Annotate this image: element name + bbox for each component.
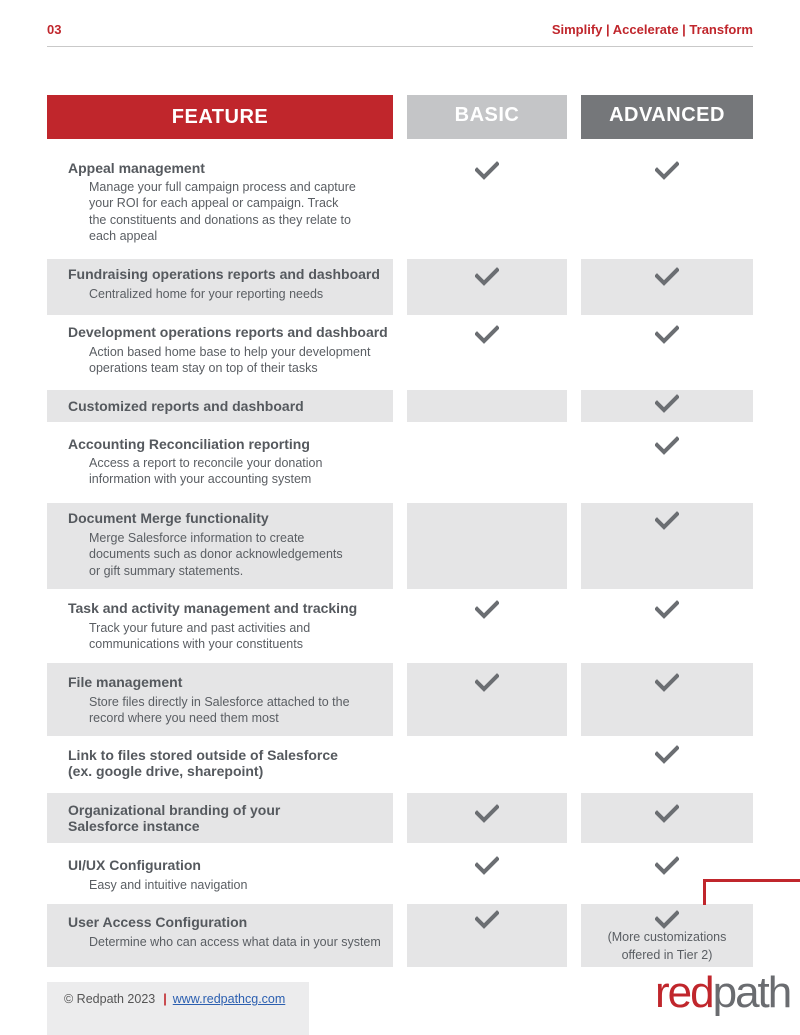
feature-title: User Access Configuration	[68, 914, 248, 930]
checkmark-icon	[475, 267, 499, 287]
description-line: or gift summary statements.	[89, 563, 244, 578]
checkmark-icon	[655, 436, 679, 456]
basic-cell	[407, 663, 567, 736]
feature-cell	[47, 593, 393, 655]
page-number: 03	[47, 22, 62, 37]
advanced-cell	[581, 793, 753, 843]
advanced-cell	[581, 503, 753, 589]
feature-title: Link to files stored outside of Salesforce	[68, 747, 338, 763]
feature-title-line2: Salesforce instance	[68, 818, 200, 834]
feature-cell	[47, 503, 393, 589]
basic-cell	[407, 904, 567, 967]
checkmark-icon	[655, 267, 679, 287]
header-divider	[47, 46, 753, 47]
table-row	[47, 904, 753, 967]
feature-description	[89, 455, 322, 488]
checkmark-icon	[655, 600, 679, 620]
advanced-cell	[581, 850, 753, 900]
basic-cell	[407, 317, 567, 383]
table-row	[47, 593, 753, 655]
feature-description	[89, 344, 370, 377]
description-line: Determine who can access what data in your system	[89, 935, 381, 949]
feature-title: Customized reports and dashboard	[68, 398, 304, 414]
advanced-cell	[581, 593, 753, 655]
feature-title: Fundraising operations reports and dashboard	[68, 266, 380, 282]
feature-description	[89, 877, 247, 893]
checkmark-icon	[475, 804, 499, 824]
feature-cell	[47, 428, 393, 490]
feature-title: UI/UX Configuration	[68, 857, 201, 873]
redpath-logo	[655, 968, 790, 1018]
feature-cell	[47, 904, 393, 967]
advanced-cell	[581, 390, 753, 422]
advanced-cell	[581, 663, 753, 736]
description-line: your ROI for each appeal or campaign. Track	[89, 196, 339, 211]
description-line: information with your accounting system	[89, 472, 312, 487]
basic-cell	[407, 259, 567, 315]
table-row	[47, 390, 753, 422]
feature-title: Document Merge functionality	[68, 510, 269, 526]
feature-cell	[47, 850, 393, 900]
copyright: © Redpath 2023	[64, 992, 156, 1006]
basic-cell	[407, 850, 567, 900]
advanced-column-header: ADVANCED	[581, 95, 753, 139]
feature-cell	[47, 390, 393, 422]
checkmark-icon	[475, 673, 499, 693]
feature-title: File management	[68, 674, 183, 690]
checkmark-icon	[655, 804, 679, 824]
basic-cell	[407, 793, 567, 843]
checkmark-icon	[475, 600, 499, 620]
checkmark-icon	[655, 910, 679, 930]
feature-title-line2: (ex. google drive, sharepoint)	[68, 763, 264, 779]
advanced-cell	[581, 428, 753, 490]
basic-cell	[407, 740, 567, 785]
description-line: Store files directly in Salesforce attached to the	[89, 695, 350, 709]
basic-cell	[407, 593, 567, 655]
footer-box	[47, 982, 309, 1035]
feature-description	[89, 530, 343, 579]
checkmark-icon	[655, 325, 679, 345]
advanced-cell	[581, 317, 753, 383]
table-row	[47, 147, 753, 243]
basic-cell	[407, 390, 567, 422]
feature-description	[89, 286, 323, 302]
table-row	[47, 428, 753, 490]
checkmark-icon	[475, 325, 499, 345]
feature-cell	[47, 663, 393, 736]
table-row	[47, 317, 753, 383]
logo-part-red: red	[655, 968, 713, 1017]
tagline: Simplify | Accelerate | Transform	[551, 22, 753, 37]
description-line: Centralized home for your reporting needs	[89, 287, 324, 301]
advanced-cell	[581, 259, 753, 315]
description-line: documents such as donor acknowledgements	[89, 547, 343, 562]
description-line: operations team stay on top of their tasks	[89, 361, 318, 376]
advanced-cell	[581, 904, 753, 967]
checkmark-icon	[655, 673, 679, 693]
table-row	[47, 663, 753, 736]
feature-cell	[47, 793, 393, 843]
feature-title: Development operations reports and dashboard	[68, 324, 388, 340]
description-line: communications with your constituents	[89, 637, 303, 652]
feature-title: Appeal management	[68, 160, 205, 176]
description-line: record where you need them most	[89, 711, 279, 726]
footer-separator: |	[163, 992, 167, 1006]
feature-cell	[47, 740, 393, 785]
accent-corner-horizontal	[703, 879, 800, 882]
description-line: Track your future and past activities and	[89, 621, 311, 635]
feature-description	[89, 620, 310, 653]
basic-column-header: BASIC	[407, 95, 567, 139]
description-line: Easy and intuitive navigation	[89, 878, 248, 892]
feature-cell	[47, 317, 393, 383]
feature-description	[89, 694, 350, 727]
description-line: Merge Salesforce information to create	[89, 531, 305, 545]
table-row	[47, 503, 753, 589]
feature-column-header: FEATURE	[47, 95, 393, 139]
website-link[interactable]: www.redpathcg.com	[172, 992, 286, 1006]
checkmark-icon	[655, 745, 679, 765]
checkmark-icon	[655, 394, 679, 414]
advanced-note-line: (More customizations	[607, 930, 727, 944]
table-row	[47, 793, 753, 843]
description-line: Action based home base to help your development	[89, 345, 371, 359]
checkmark-icon	[475, 910, 499, 930]
advanced-note	[581, 928, 753, 964]
feature-description	[89, 179, 356, 244]
feature-title: Organizational branding of your	[68, 802, 281, 818]
advanced-cell	[581, 147, 753, 243]
logo-part-path: path	[712, 968, 791, 1017]
footer	[64, 992, 285, 1006]
accent-corner-vertical	[703, 879, 706, 905]
feature-cell	[47, 147, 393, 243]
description-line: Access a report to reconcile your donation	[89, 456, 323, 470]
advanced-note-line: offered in Tier 2)	[621, 948, 713, 962]
checkmark-icon	[475, 856, 499, 876]
feature-description	[89, 934, 381, 950]
feature-title: Accounting Reconciliation reporting	[68, 436, 310, 452]
table-row	[47, 740, 753, 785]
basic-cell	[407, 428, 567, 490]
description-line: the constituents and donations as they relate to	[89, 212, 351, 227]
basic-cell	[407, 503, 567, 589]
checkmark-icon	[475, 161, 499, 181]
table-row	[47, 259, 753, 315]
table-row	[47, 850, 753, 900]
description-line: Manage your full campaign process and capture	[89, 180, 356, 194]
checkmark-icon	[655, 511, 679, 531]
basic-cell	[407, 147, 567, 243]
advanced-cell	[581, 740, 753, 785]
feature-cell	[47, 259, 393, 315]
feature-title: Task and activity management and tracking	[68, 600, 358, 616]
checkmark-icon	[655, 856, 679, 876]
description-line: each appeal	[89, 228, 158, 243]
checkmark-icon	[655, 161, 679, 181]
